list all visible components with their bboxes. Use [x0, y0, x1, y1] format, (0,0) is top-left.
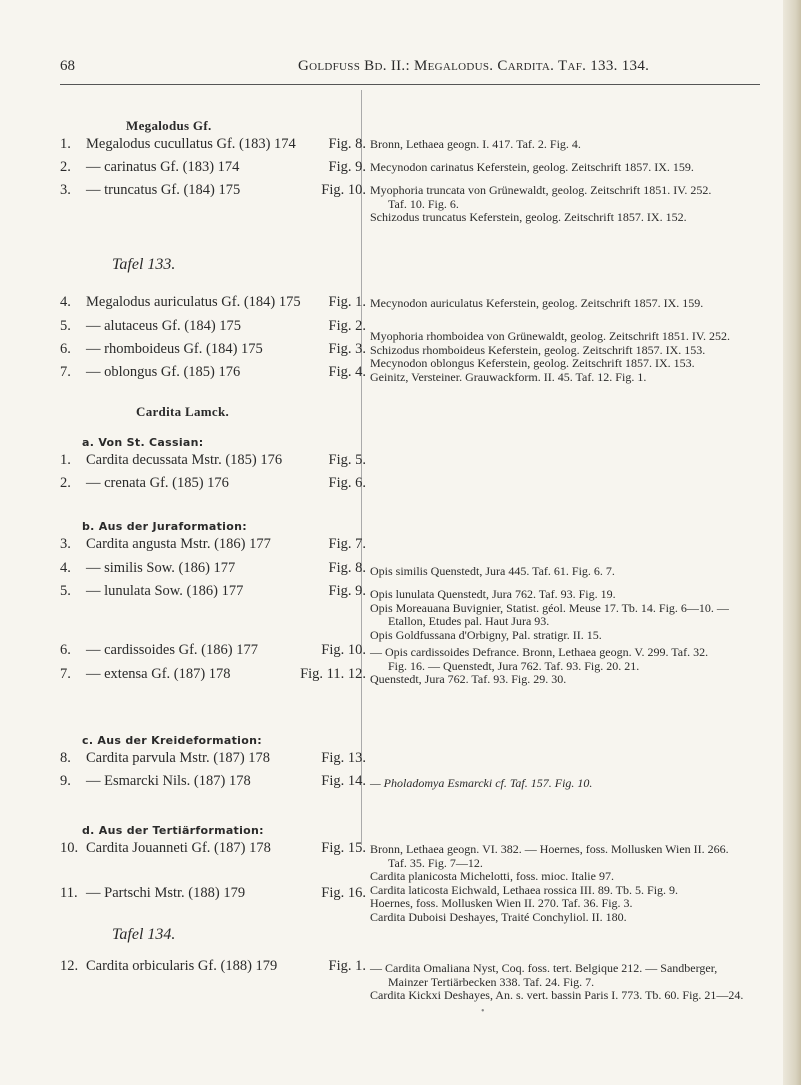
entry-figure: Fig. 11. 12. [300, 666, 366, 682]
entry-figure: Fig. 4. [328, 364, 366, 380]
list-item [60, 560, 366, 577]
entry-text: Cardita angusta Mstr. (186) 177 [86, 536, 271, 552]
entry-text: Cardita parvula Mstr. (187) 178 [86, 750, 271, 766]
tafel-134-heading: Tafel 134. [112, 926, 176, 943]
entry-number: 6. [60, 642, 71, 658]
reference-block [370, 646, 708, 687]
reference-line: Fig. 16. — Quenstedt, Jura 762. Taf. 93. Fig. 20. 21. [388, 658, 640, 673]
entry-figure: Fig. 5. [328, 452, 366, 468]
reference-line: Myophoria truncata von Grünewaldt, geolog. Zeitschrift 1851. IV. 252. [370, 183, 712, 197]
entry-number: 7. [60, 666, 71, 682]
header-rule [60, 84, 760, 85]
entry-text: Megalodus auriculatus Gf. (184) 175 [86, 294, 301, 310]
entry-text: — similis Sow. (186) 177 [86, 560, 236, 576]
running-head: Goldfuss Bd. II.: Megalodus. Cardita. Taf. 133. 134. [298, 58, 650, 74]
list-item [60, 642, 366, 659]
entry-text: — cardissoides Gf. (186) 177 [86, 642, 258, 658]
entry-number: 2. [60, 159, 71, 175]
reference-block [370, 962, 743, 1003]
reference-block [370, 777, 592, 791]
subhead-jura: b. Aus der Juraformation: [82, 520, 247, 533]
entry-figure: Fig. 7. [328, 536, 366, 552]
entry-text: Cardita Jouanneti Gf. (187) 178 [86, 840, 271, 856]
subhead-kreide: c. Aus der Kreideformation: [82, 734, 262, 747]
entry-text: — alutaceus Gf. (184) 175 [86, 318, 242, 334]
list-item [60, 475, 366, 492]
reference-line: Hoernes, foss. Mollusken Wien II. 270. Taf. 36. Fig. 3. [370, 896, 633, 910]
reference-line: — Pholadomya Esmarcki cf. Taf. 157. Fig. 10. [370, 776, 593, 790]
reference-line: Geinitz, Versteiner. Grauwackform. II. 45. Taf. 12. Fig. 1. [370, 369, 647, 384]
reference-block [370, 184, 711, 225]
list-item [60, 341, 366, 358]
reference-line: Taf. 35. Fig. 7—12. [388, 855, 483, 870]
entry-figure: Fig. 6. [328, 475, 366, 491]
list-item [60, 773, 366, 790]
list-item [60, 840, 366, 857]
list-item [60, 364, 366, 381]
genus-heading-megalodus: Megalodus Gf. [126, 118, 212, 133]
reference-line: Schizodus truncatus Keferstein, geolog. Zeitschrift 1857. IX. 152. [370, 210, 687, 224]
entry-text: — crenata Gf. (185) 176 [86, 475, 229, 491]
subhead-st-cassian: a. Von St. Cassian: [82, 436, 204, 449]
entry-number: 8. [60, 750, 71, 766]
reference-block [370, 330, 730, 384]
entry-figure: Fig. 16. [321, 885, 366, 901]
entry-number: 4. [60, 294, 71, 310]
entry-number: 12. [60, 958, 79, 974]
reference-line: Cardita laticosta Eichwald, Lethaea rossica III. 89. Tb. 5. Fig. 9. [370, 882, 679, 897]
entry-text: — truncatus Gf. (184) 175 [86, 182, 241, 198]
reference-line: Opis lunulata Quenstedt, Jura 762. Taf. 93. Fig. 19. [370, 587, 616, 601]
entry-text: — extensa Gf. (187) 178 [86, 666, 231, 682]
entry-figure: Fig. 8. [328, 560, 366, 576]
reference-line: Schizodus rhomboideus Keferstein, geolog. Zeitschrift 1857. IX. 153. [370, 342, 706, 357]
entry-number: 5. [60, 318, 71, 334]
entry-figure: Fig. 9. [328, 159, 366, 175]
list-item [60, 318, 366, 335]
list-item [60, 583, 366, 600]
entry-figure: Fig. 3. [328, 341, 366, 357]
reference-line: Mecynodon carinatus Keferstein, geolog. Zeitschrift 1857. IX. 159. [370, 160, 694, 174]
entry-number: 1. [60, 452, 71, 468]
entry-figure: Fig. 1. [328, 958, 366, 974]
entry-text: — carinatus Gf. (183) 174 [86, 159, 240, 175]
entry-text: Cardita orbicularis Gf. (188) 179 [86, 958, 278, 974]
entry-figure: Fig. 9. [328, 583, 366, 599]
reference-line: Bronn, Lethaea geogn. I. 417. Taf. 2. Fig. 4. [370, 137, 581, 151]
reference-line: Quenstedt, Jura 762. Taf. 93. Fig. 29. 30. [370, 672, 567, 686]
reference-line: Opis Moreauana Buvignier, Statist. géol. Meuse 17. Tb. 14. Fig. 6—10. — [370, 600, 729, 615]
reference-line: Cardita Kickxi Deshayes, An. s. vert. bassin Paris I. 773. Tb. 60. Fig. 21—24. [370, 988, 744, 1002]
entry-figure: Fig. 10. [321, 642, 366, 658]
subhead-tertiaer: d. Aus der Tertiärformation: [82, 824, 264, 837]
entry-number: 11. [60, 885, 78, 901]
list-item [60, 452, 366, 469]
list-item [60, 750, 366, 767]
entry-number: 4. [60, 560, 71, 576]
reference-line: Taf. 10. Fig. 6. [388, 196, 459, 211]
reference-block [370, 138, 581, 152]
entry-text: — Partschi Mstr. (188) 179 [86, 885, 246, 901]
list-item [60, 536, 366, 553]
entry-number: 10. [60, 840, 79, 856]
reference-line: Cardita planicosta Michelotti, foss. mioc. Italie 97. [370, 869, 614, 883]
reference-line: Bronn, Lethaea geogn. VI. 382. — Hoernes, foss. Mollusken Wien II. 266. [370, 842, 729, 856]
reference-line: Mainzer Tertiärbecken 338. Taf. 24. Fig. 7. [388, 974, 595, 989]
entry-figure: Fig. 2. [328, 318, 366, 334]
page-number: 68 [60, 58, 75, 74]
reference-block [370, 161, 694, 175]
reference-block [370, 843, 729, 924]
entry-figure: Fig. 10. [321, 182, 366, 198]
ink-speck: • [481, 1006, 485, 1017]
reference-line: Etallon, Etudes pal. Haut Jura 93. [388, 614, 550, 628]
reference-line: — Cardita Omaliana Nyst, Coq. foss. tert. Belgique 212. — Sandberger, [370, 961, 718, 975]
entry-number: 3. [60, 182, 71, 198]
list-item [60, 182, 366, 199]
tafel-133-heading: Tafel 133. [112, 256, 176, 273]
reference-line: Opis similis Quenstedt, Jura 445. Taf. 61. Fig. 6. 7. [370, 564, 615, 578]
reference-line: Myophoria rhomboidea von Grünewaldt, geolog. Zeitschrift 1851. IV. 252. [370, 329, 731, 343]
entry-number: 2. [60, 475, 71, 491]
reference-line: Mecynodon auriculatus Keferstein, geolog. Zeitschrift 1857. IX. 159. [370, 296, 704, 310]
entry-figure: Fig. 8. [328, 136, 366, 152]
entry-text: — Esmarcki Nils. (187) 178 [86, 773, 251, 789]
reference-line: — Opis cardissoides Defrance. Bronn, Lethaea geogn. V. 299. Taf. 32. [370, 645, 709, 659]
reference-line: Cardita Duboisi Deshayes, Traité Conchyliol. II. 180. [370, 909, 627, 924]
genus-heading-cardita: Cardita Lamck. [136, 404, 230, 419]
entry-figure: Fig. 14. [321, 773, 366, 789]
page-header [60, 58, 760, 82]
reference-line: Opis Goldfussana d'Orbigny, Pal. stratigr. II. 15. [370, 627, 602, 642]
entry-figure: Fig. 13. [321, 750, 366, 766]
entry-number: 1. [60, 136, 71, 152]
entry-number: 7. [60, 364, 71, 380]
list-item [60, 666, 366, 683]
entry-text: Megalodus cucullatus Gf. (183) 174 [86, 136, 296, 152]
entry-text: Cardita decussata Mstr. (185) 176 [86, 452, 283, 468]
entry-figure: Fig. 15. [321, 840, 366, 856]
entry-number: 5. [60, 583, 71, 599]
reference-line: Mecynodon oblongus Keferstein, geolog. Zeitschrift 1857. IX. 153. [370, 356, 695, 370]
page-edge [783, 0, 801, 1085]
entry-number: 9. [60, 773, 71, 789]
entry-number: 3. [60, 536, 71, 552]
entry-text: — lunulata Sow. (186) 177 [86, 583, 244, 599]
list-item [60, 136, 366, 153]
entry-text: — oblongus Gf. (185) 176 [86, 364, 241, 380]
entry-figure: Fig. 1. [328, 294, 366, 310]
entry-number: 6. [60, 341, 71, 357]
list-item [60, 294, 366, 311]
entry-text: — rhomboideus Gf. (184) 175 [86, 341, 263, 357]
list-item [60, 958, 366, 975]
reference-block [370, 297, 703, 311]
reference-block [370, 565, 615, 579]
reference-block [370, 588, 729, 642]
list-item [60, 159, 366, 176]
list-item [60, 885, 366, 902]
